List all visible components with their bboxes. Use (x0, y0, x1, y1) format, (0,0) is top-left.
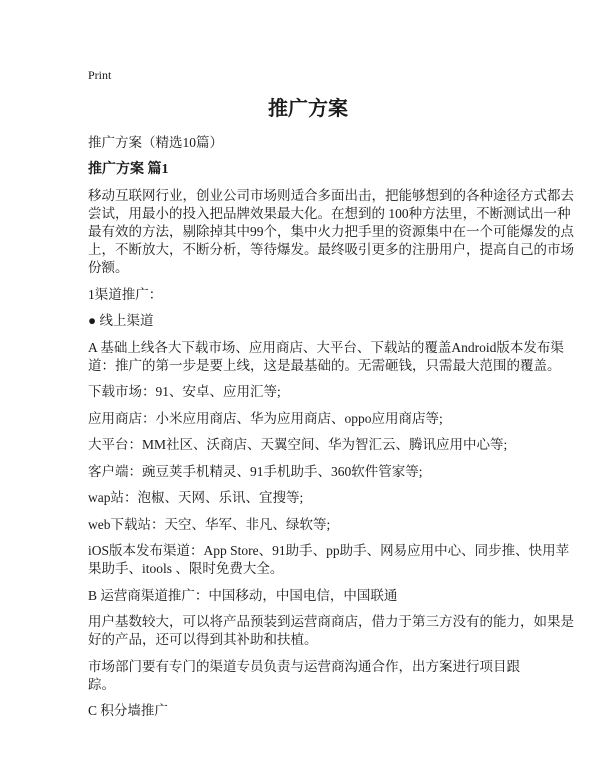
text-line: 移动互联网行业，创业公司市场则适合多面出击，把能够想到的各种途径方式都去 (88, 188, 574, 203)
text-line: A 基础上线各大下载市场、应用商店、大平台、下载站的覆盖Android版本发布渠 (88, 339, 564, 355)
list-item: 应用商店：小米应用商店、华为应用商店、oppo应用商店等; (88, 410, 443, 426)
channel-heading: 1渠道推广： (88, 286, 163, 302)
b-heading: B 运营商渠道推广：中国移动，中国电信，中国联通 (88, 587, 398, 603)
list-item: wap站：泡椒、天网、乐讯、宜搜等; (88, 490, 304, 505)
b-paragraph-2: 市场部门要有专门的渠道专员负责与运营商沟通合作，出方案进行项目跟踪。 (88, 658, 520, 692)
subtitle: 推广方案（精选10篇） (88, 135, 223, 150)
text-line: iOS版本发布渠道：App Store、91助手、pp助手、网易应用中心、同步推、快用苹 (88, 543, 570, 558)
text-line: 份额。 (88, 260, 129, 275)
c-heading: C 积分墙推广 (88, 703, 168, 718)
online-channel-bullet: ● 线上渠道 (88, 313, 154, 328)
text-line: 果助手、itools 、限时免费大全。 (88, 561, 284, 576)
text-line: 尝试，用最小的投入把品牌效果最大化。在想到的 100种方法里，不断测试出一种 (88, 206, 571, 221)
list-item: 客户端：豌豆荚手机精灵、91手机助手、360软件管家等; (88, 463, 423, 479)
text-line: 上，不断放大，不断分析，等待爆发。最终吸引更多的注册用户，提高自己的市场 (88, 242, 574, 257)
b-paragraph (88, 613, 574, 649)
list-item: 下载市场：91、安卓、应用汇等; (88, 384, 281, 399)
text-line: 用户基数较大，可以将产品预装到运营商商店，借力于第三方没有的能力，如果是 (88, 614, 574, 629)
list-item: 大平台：MM社区、沃商店、天翼空间、华为智汇云、腾讯应用中心等; (88, 437, 508, 452)
text-line: 最有效的方法，剔除掉其中99个，集中火力把手里的资源集中在一个可能爆发的点 (88, 224, 574, 239)
print-label[interactable]: Print (88, 68, 112, 82)
intro-paragraph (88, 187, 574, 277)
list-item: web下载站：天空、华军、非凡、绿软等; (88, 516, 331, 532)
text-line: 道：推广的第一步是要上线，这是最基础的。无需砸钱，只需最大范围的覆盖。 (88, 357, 561, 373)
a-paragraph (88, 339, 564, 375)
section-heading: 推广方案 篇1 (88, 161, 169, 177)
text-line: 好的产品，还可以得到其补助和扶植。 (88, 632, 318, 647)
ios-paragraph (88, 542, 570, 578)
document-title: 推广方案 (268, 98, 348, 120)
document-page (88, 68, 574, 729)
